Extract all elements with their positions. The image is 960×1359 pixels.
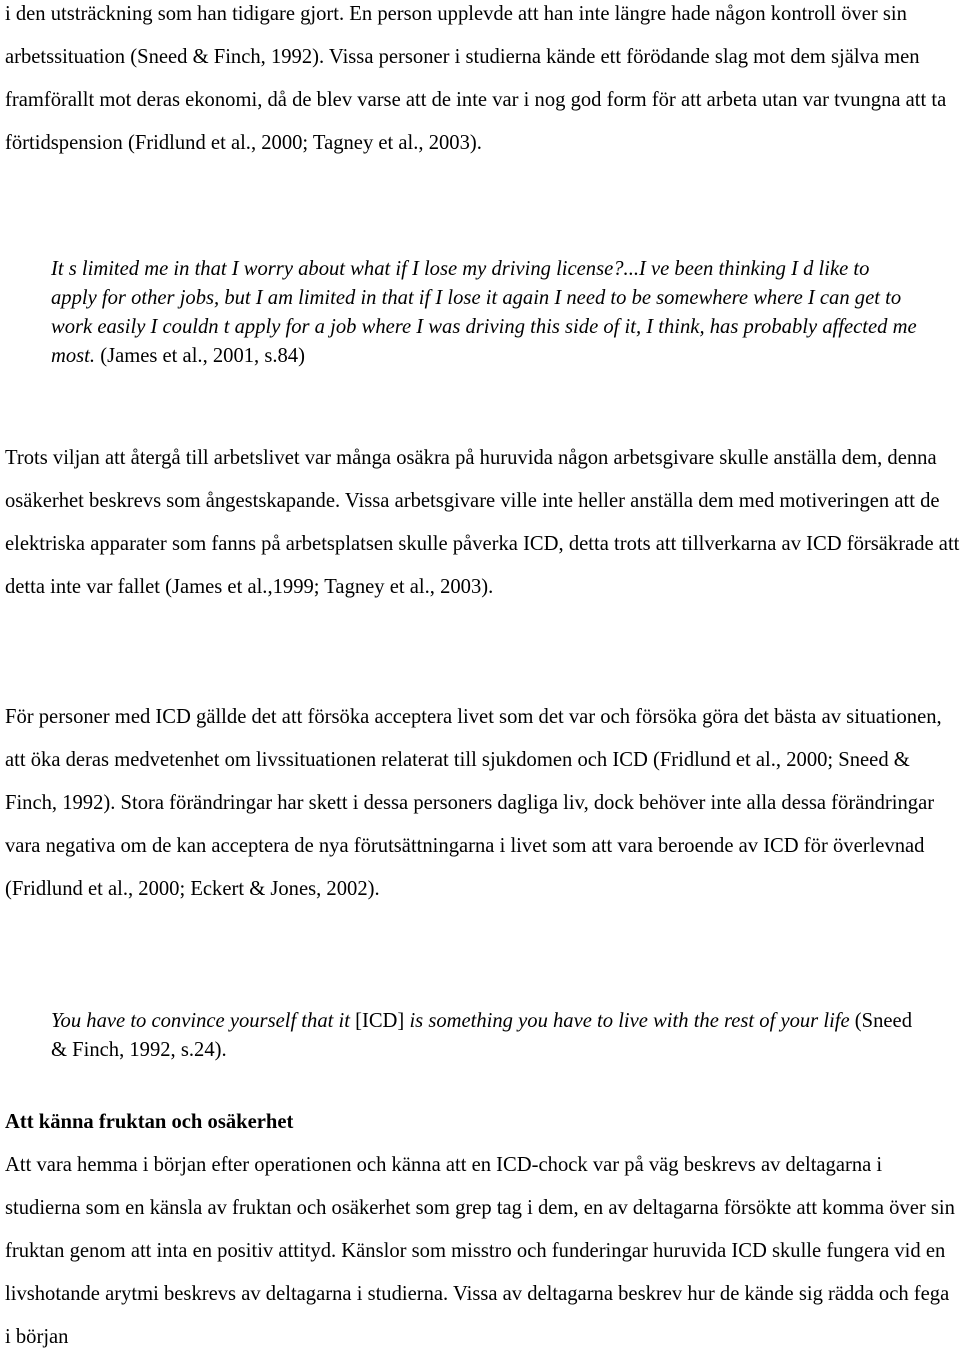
quote-insert: [ICD] [349,1010,410,1032]
quote-citation: (James et al., 2001, s.84) [95,345,305,367]
section-heading: Att känna fruktan och osäkerhet [5,1111,294,1133]
paragraph-employer-uncertainty: Trots viljan att återgå till arbetslivet var många osäkra på huruvida någon arbetsgivare skulle anställa dem, denna osäkerhet beskrevs som ångestskapande. Vissa arbetsgivare ville inte heller anställa dem med motiveringen att de elektriska apparater som fanns på arbetsplatsen skulle påverka ICD, detta trots att tillverkarna av ICD försäkrade att detta inte var fallet (James et al.,1999; Tagney et al., 2003). [5,447,960,598]
paragraph-acceptance: För personer med ICD gällde det att försöka acceptera livet som det var och försöka göra det bästa av situationen, att öka deras medvetenhet om livssituationen relaterat till sjukdomen och ICD (Fridlund et al., 2000; Sneed & Finch, 1992). Stora förändringar har skett i dessa personers dagliga liv, dock behöver inte alla dessa förändringar vara negativa om de kan acceptera de nya förutsättningarna i livet som att vara beroende av ICD för överlevnad (Fridlund et al., 2000; Eckert & Jones, 2002). [5,706,942,900]
quote-citation: (Sneed & Finch, 1992, s.24). [51,1010,912,1061]
paragraph-fear-uncertainty: Att vara hemma i början efter operationen och känna att en ICD-chock var på väg beskrevs av deltagarna i studierna som en känsla av fruktan och osäkerhet som grep tag i dem, en av deltagarna försökte att komma över sin fruktan genom att inta en positiv attityd. Känslor som misstro och funderingar huruvida ICD skulle fungera vid en livshotande arytmi beskrevs av deltagarna i studierna. Vissa av deltagarna beskrev hur de kände sig rädda och fega i början [5,1154,955,1348]
block-quote-driving-license [5,255,960,371]
paragraph-employment-consequences: i den utsträckning som han tidigare gjort. En person upplevde att han inte längre hade någon kontroll över sin arbetssituation (Sneed & Finch, 1992). Vissa personer i studierna kände ett förödande slag mot dem själva men framförallt mot deras ekonomi, då de blev varse att de inte var i nog god form för att arbeta utan var tvungna att ta förtidspension (Fridlund et al., 2000; Tagney et al., 2003). [5,3,947,154]
block-quote-convince-yourself [5,1007,960,1065]
quote-text: It s limited me in that I worry about what if I lose my driving license?...I ve been thinking I d like to apply for other jobs, but I am limited in that if I lose it again I need to be somewhere where I can get to work easily I couldn t apply for a job where I was driving this side of it, I think, has probably affected me most. [51,258,917,367]
quote-text-part-a: You have to convince yourself that it [51,1010,350,1032]
quote-text-part-b: is something you have to live with the rest of your life [409,1010,850,1032]
